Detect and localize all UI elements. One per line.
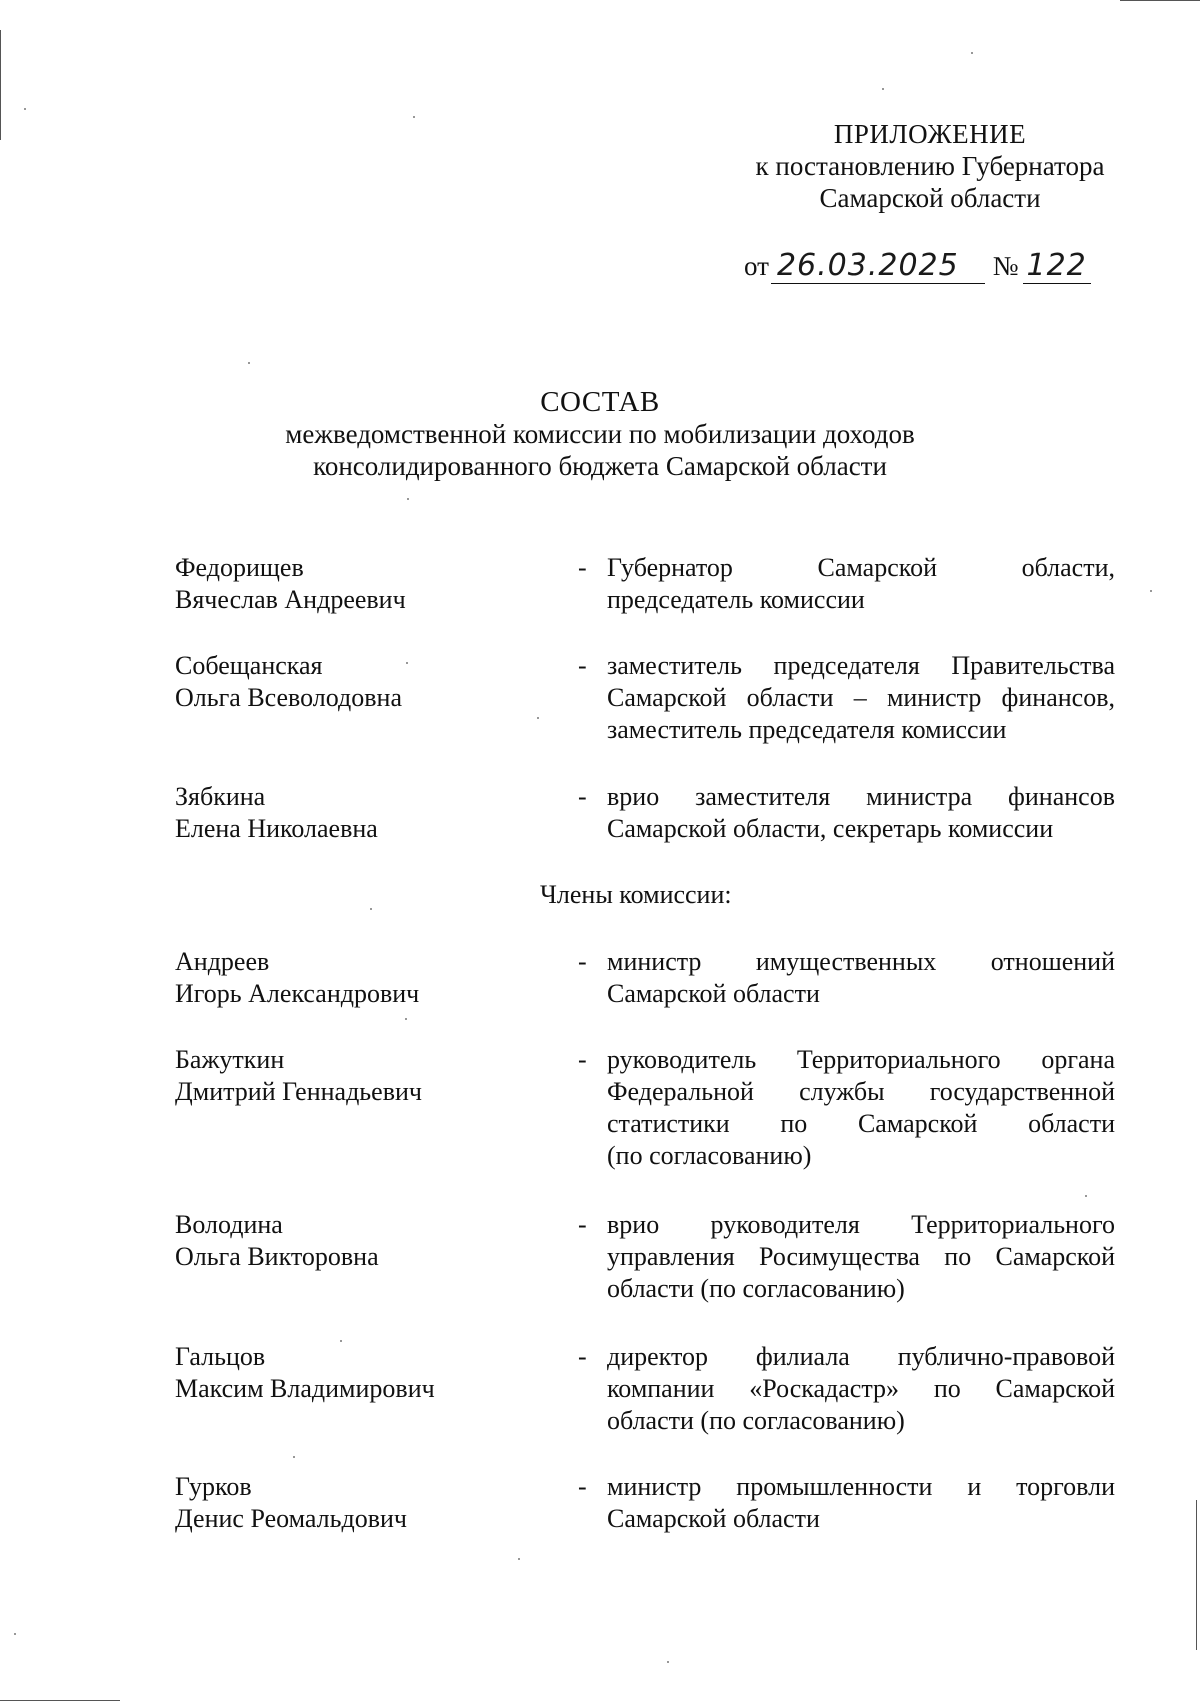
scan-speck (537, 717, 539, 719)
position-line: врио заместителя министра финансов (607, 782, 1115, 811)
person-given-name: Ольга Всеволодовна (175, 683, 402, 712)
heading-title: СОСТАВ (540, 386, 660, 418)
position-line: Самарской области (607, 1504, 820, 1533)
person-position (607, 1044, 1115, 1172)
position-line: компании «Роскадастр» по Самарской (607, 1374, 1115, 1403)
scan-speck (14, 1633, 16, 1635)
person-surname: Гальцов (175, 1342, 266, 1371)
person-name (175, 1044, 555, 1108)
person-given-name: Вячеслав Андреевич (175, 585, 406, 614)
position-line: управления Росимущества по Самарской (607, 1242, 1115, 1271)
person-surname: Гурков (175, 1472, 252, 1501)
position-line: статистики по Самарской области (607, 1109, 1115, 1138)
decree-date-line (744, 248, 1091, 284)
person-given-name: Игорь Александрович (175, 979, 420, 1008)
scan-speck (405, 1018, 407, 1020)
heading-line-1: межведомственной комиссии по мобилизации доходов (285, 419, 915, 449)
entry-dash: - (578, 947, 587, 976)
scan-speck (407, 498, 409, 500)
position-line: заместитель председателя комиссии (607, 715, 1007, 744)
position-line: врио руководителя Территориального (607, 1210, 1115, 1239)
person-name (175, 781, 555, 845)
person-name (175, 1209, 555, 1273)
position-line: Самарской области – министр финансов, (607, 683, 1115, 712)
scan-speck (370, 908, 372, 910)
person-given-name: Максим Владимирович (175, 1374, 435, 1403)
scan-speck (248, 362, 250, 364)
person-surname: Зябкина (175, 782, 266, 811)
person-surname: Андреев (175, 947, 270, 976)
date-prefix: от (744, 251, 769, 281)
heading-line-2: консолидированного бюджета Самарской области (313, 451, 887, 481)
handwritten-number: 122 (1023, 248, 1091, 284)
entry-dash: - (578, 1045, 587, 1074)
scan-edge-mark (0, 30, 1, 140)
number-prefix: № (992, 251, 1019, 281)
person-position (607, 1209, 1115, 1305)
person-surname: Володина (175, 1210, 283, 1239)
person-name (175, 946, 555, 1010)
scan-speck (971, 52, 973, 54)
scan-speck (667, 1661, 669, 1663)
appendix-block (720, 118, 1140, 214)
position-line: Губернатор Самарской области, (607, 553, 1115, 582)
position-line: министр имущественных отношений (607, 947, 1115, 976)
person-position (607, 781, 1115, 845)
person-name (175, 552, 555, 616)
members-label: Члены комиссии: (540, 880, 732, 909)
scan-edge-mark (0, 1700, 120, 1701)
document-heading (0, 386, 1200, 482)
appendix-line-2: Самарской области (819, 183, 1041, 213)
person-surname: Собещанская (175, 651, 323, 680)
scan-speck (1085, 1195, 1087, 1197)
person-position (607, 1471, 1115, 1535)
entry-dash: - (578, 1210, 587, 1239)
entry-dash: - (578, 1342, 587, 1371)
scan-speck (518, 1558, 520, 1560)
entry-dash: - (578, 782, 587, 811)
position-line: (по согласованию) (607, 1141, 812, 1170)
appendix-line-1: к постановлению Губернатора (755, 151, 1105, 181)
position-line: председатель комиссии (607, 585, 865, 614)
entry-dash: - (578, 553, 587, 582)
scan-speck (406, 662, 408, 664)
handwritten-date: 26.03.2025 (771, 248, 985, 284)
scan-speck (293, 1456, 295, 1458)
person-name (175, 1341, 555, 1405)
position-line: Федеральной службы государственной (607, 1077, 1115, 1106)
position-line: Самарской области (607, 979, 820, 1008)
scan-speck (1150, 590, 1152, 592)
position-line: министр промышленности и торговли (607, 1472, 1115, 1501)
person-name (175, 1471, 555, 1535)
position-line: области (по согласованию) (607, 1274, 905, 1303)
person-name (175, 650, 555, 714)
position-line: руководитель Территориального органа (607, 1045, 1115, 1074)
position-line: Самарской области, секретарь комиссии (607, 814, 1054, 843)
person-surname: Бажуткин (175, 1045, 285, 1074)
person-position (607, 946, 1115, 1010)
person-given-name: Ольга Викторовна (175, 1242, 379, 1271)
person-position (607, 1341, 1115, 1437)
scan-speck (413, 116, 415, 118)
scan-speck (24, 108, 26, 110)
appendix-title: ПРИЛОЖЕНИЕ (833, 119, 1027, 149)
person-given-name: Денис Реомальдович (175, 1504, 407, 1533)
person-surname: Федорищев (175, 553, 304, 582)
person-position (607, 650, 1115, 746)
scan-edge-mark (1196, 1500, 1197, 1650)
entry-dash: - (578, 651, 587, 680)
scan-speck (882, 88, 884, 90)
entry-dash: - (578, 1472, 587, 1501)
scan-edge-mark (1120, 0, 1200, 1)
position-line: директор филиала публично-правовой (607, 1342, 1115, 1371)
person-given-name: Дмитрий Геннадьевич (175, 1077, 422, 1106)
position-line: заместитель председателя Правительства (607, 651, 1115, 680)
scan-speck (340, 1340, 342, 1342)
person-position (607, 552, 1115, 616)
position-line: области (по согласованию) (607, 1406, 905, 1435)
person-given-name: Елена Николаевна (175, 814, 378, 843)
